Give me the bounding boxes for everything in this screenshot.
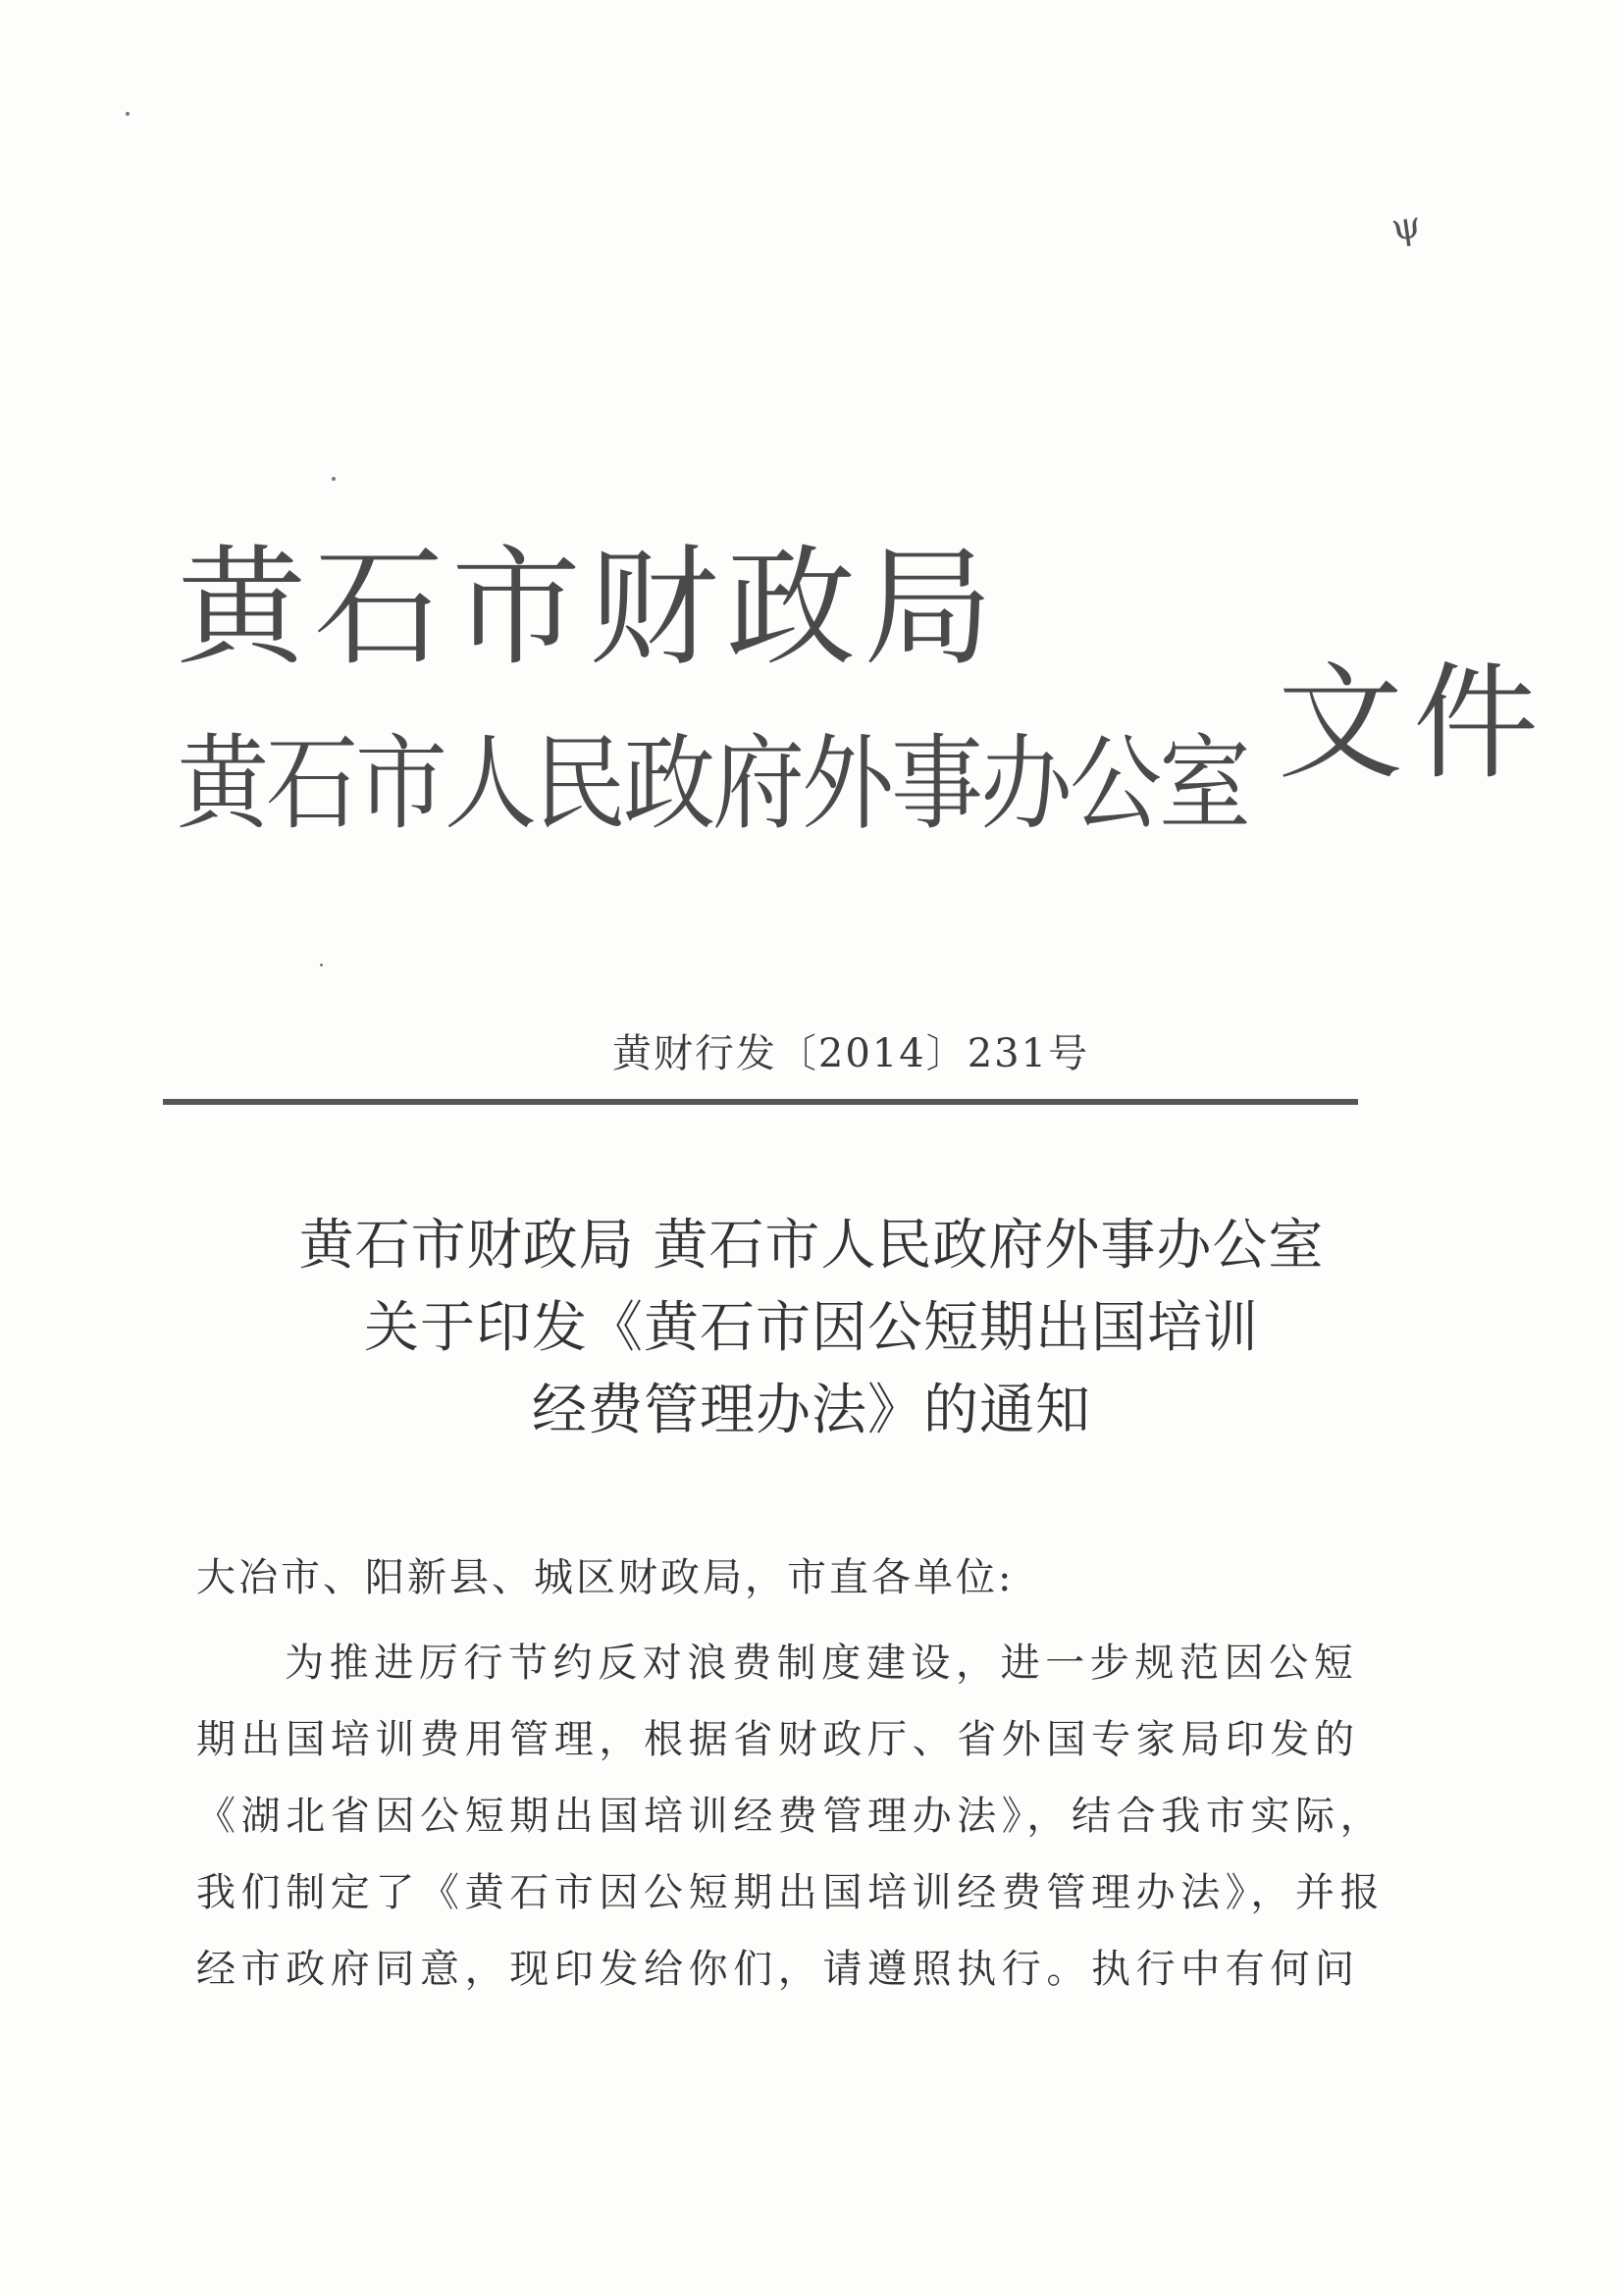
title-line-1: 黄石市财政局 黄石市人民政府外事办公室 (298, 1214, 1325, 1278)
issuer-line-1: 黄石市财政局 (177, 533, 1001, 684)
issuer-line-2: 黄石市人民政府外事办公室 (177, 724, 1249, 845)
document-title (0, 1205, 1623, 1452)
body-line: 为推进厉行节约反对浪费制度建设，进一步规范因公短 (285, 1641, 1359, 1686)
body-paragraph (196, 1625, 1386, 2008)
scan-speck (332, 477, 336, 481)
document-header (177, 530, 1549, 883)
scan-speck (126, 112, 130, 116)
title-line-2: 关于印发《黄石市因公短期出国培训 (364, 1296, 1259, 1360)
body-line: 期出国培训费用管理，根据省财政厅、省外国专家局印发的 (196, 1717, 1360, 1762)
margin-mark: ψ (1388, 202, 1424, 249)
header-rule-divider (163, 1099, 1358, 1105)
body-line: 我们制定了《黄石市因公短期出国培训经费管理办法》，并报 (196, 1870, 1386, 1915)
document-number: 黄财行发〔2014〕231号 (611, 1031, 1090, 1076)
scan-speck (320, 964, 323, 966)
body-line: 《湖北省因公短期出国培训经费管理办法》，结合我市实际， (196, 1794, 1386, 1839)
title-line-3: 经费管理办法》的通知 (532, 1379, 1091, 1442)
body-line: 经市政府同意，现印发给你们，请遵照执行。执行中有何问 (196, 1947, 1360, 1992)
document-suffix: 文件 (1278, 651, 1549, 797)
salutation: 大冶市、阳新县、城区财政局，市直各单位: (196, 1555, 1015, 1600)
